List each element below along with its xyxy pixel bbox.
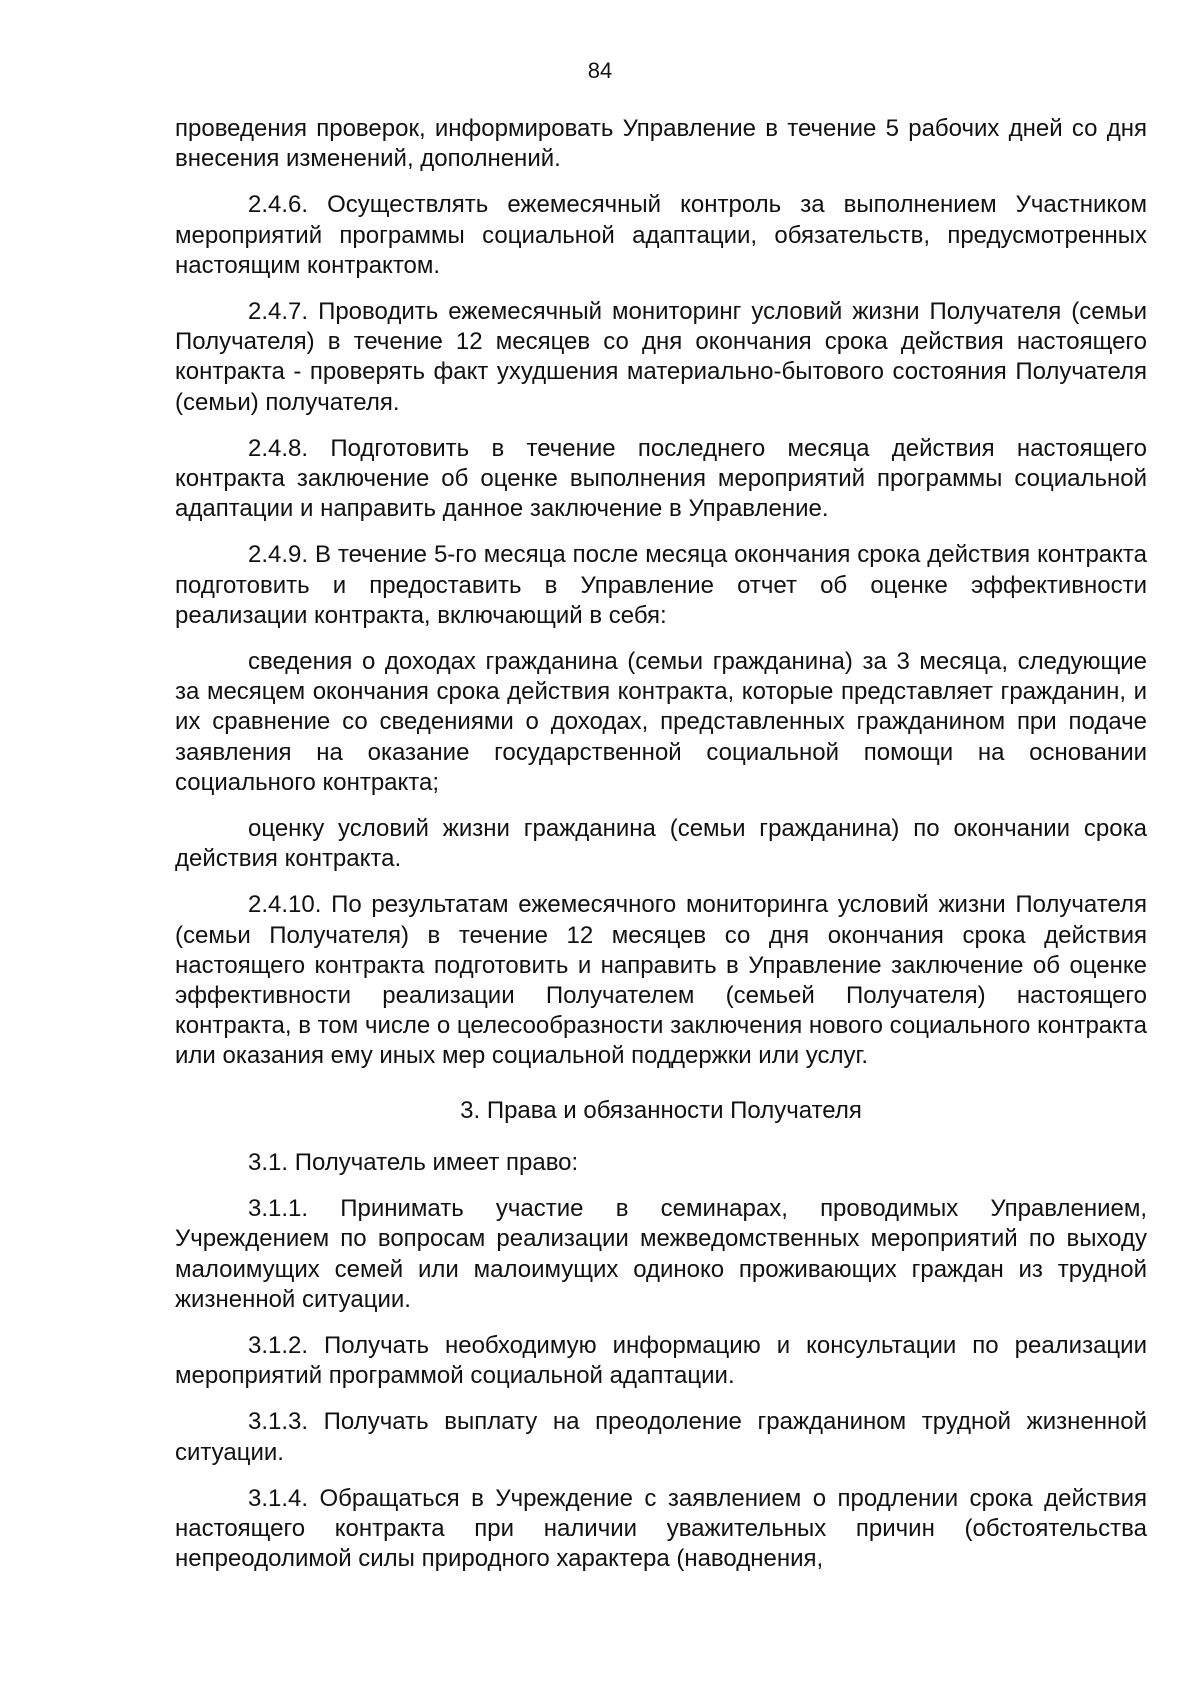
- paragraph-3-1-3: 3.1.3. Получать выплату на преодоление гражданином трудной жизненной ситуации.: [175, 1408, 1147, 1466]
- paragraph-2-4-6: 2.4.6. Осуществлять ежемесячный контроль за выполнением Участником мероприятий программы социальной адаптации, обязательств, предусмотренных настоящим контрактом.: [175, 191, 1147, 279]
- paragraph-3-1-4: 3.1.4. Обращаться в Учреждение с заявлением о продлении срока действия настоящего контракта при наличии уважительных причин (обстоятельства непреодолимой силы природного характера (наводнения,: [175, 1484, 1147, 1573]
- document-body: [175, 114, 1147, 1590]
- paragraph-2-4-10: 2.4.10. По результатам ежемесячного мониторинга условий жизни Получателя (семьи Получателя) в течение 12 месяцев со дня окончания срока действия настоящего контракта подготовить и направить в Управление заключение об оценке эффективности реализации Получателем (семьей Получателя) настоящего контракта, в том числе о целесообразности заключения нового социального контракта или оказания ему иных мер социальной поддержки или услуг.: [175, 891, 1147, 1070]
- page-number: 84: [587, 58, 613, 83]
- section-heading: 3. Права и обязанности Получателя: [460, 1096, 862, 1124]
- paragraph-3-1-1: 3.1.1. Принимать участие в семинарах, проводимых Управлением, Учреждением по вопросам реализации межведомственных мероприятий по выходу малоимущих семей или малоимущих одиноко проживающих граждан из трудной жизненной ситуации.: [175, 1195, 1147, 1313]
- paragraph-2-4-7: 2.4.7. Проводить ежемесячный мониторинг условий жизни Получателя (семьи Получателя) в течение 12 месяцев со дня окончания срока действия настоящего контракта - проверять факт ухудшения материально-бытового состояния Получателя (семьи) получателя.: [175, 298, 1147, 416]
- paragraph-2-4-9: 2.4.9. В течение 5-го месяца после месяца окончания срока действия контракта подготовить и предоставить в Управление отчет об оценке эффективности реализации контракта, включающий в себя:: [175, 541, 1147, 629]
- paragraph-income-info: сведения о доходах гражданина (семьи гражданина) за 3 месяца, следующие за месяцем окончания срока действия контракта, которые представляет гражданин, и их сравнение со сведениями о доходах, представленных гражданином при подаче заявления на оказание государственной социальной помощи на основании социального контракта;: [175, 648, 1147, 796]
- paragraph-3-1-2: 3.1.2. Получать необходимую информацию и консультации по реализации мероприятий программой социальной адаптации.: [175, 1331, 1147, 1390]
- paragraph-living-conditions: оценку условий жизни гражданина (семьи гражданина) по окончании срока действия контракта.: [175, 815, 1147, 873]
- paragraph-2-4-8: 2.4.8. Подготовить в течение последнего месяца действия настоящего контракта заключение об оценке выполнения мероприятий программы социальной адаптации и направить данное заключение в Управление.: [175, 434, 1147, 523]
- paragraph-3-1: 3.1. Получатель имеет право:: [248, 1148, 579, 1176]
- paragraph-continuation: проведения проверок, информировать Управление в течение 5 рабочих дней со дня внесения изменений, дополнений.: [175, 115, 1147, 173]
